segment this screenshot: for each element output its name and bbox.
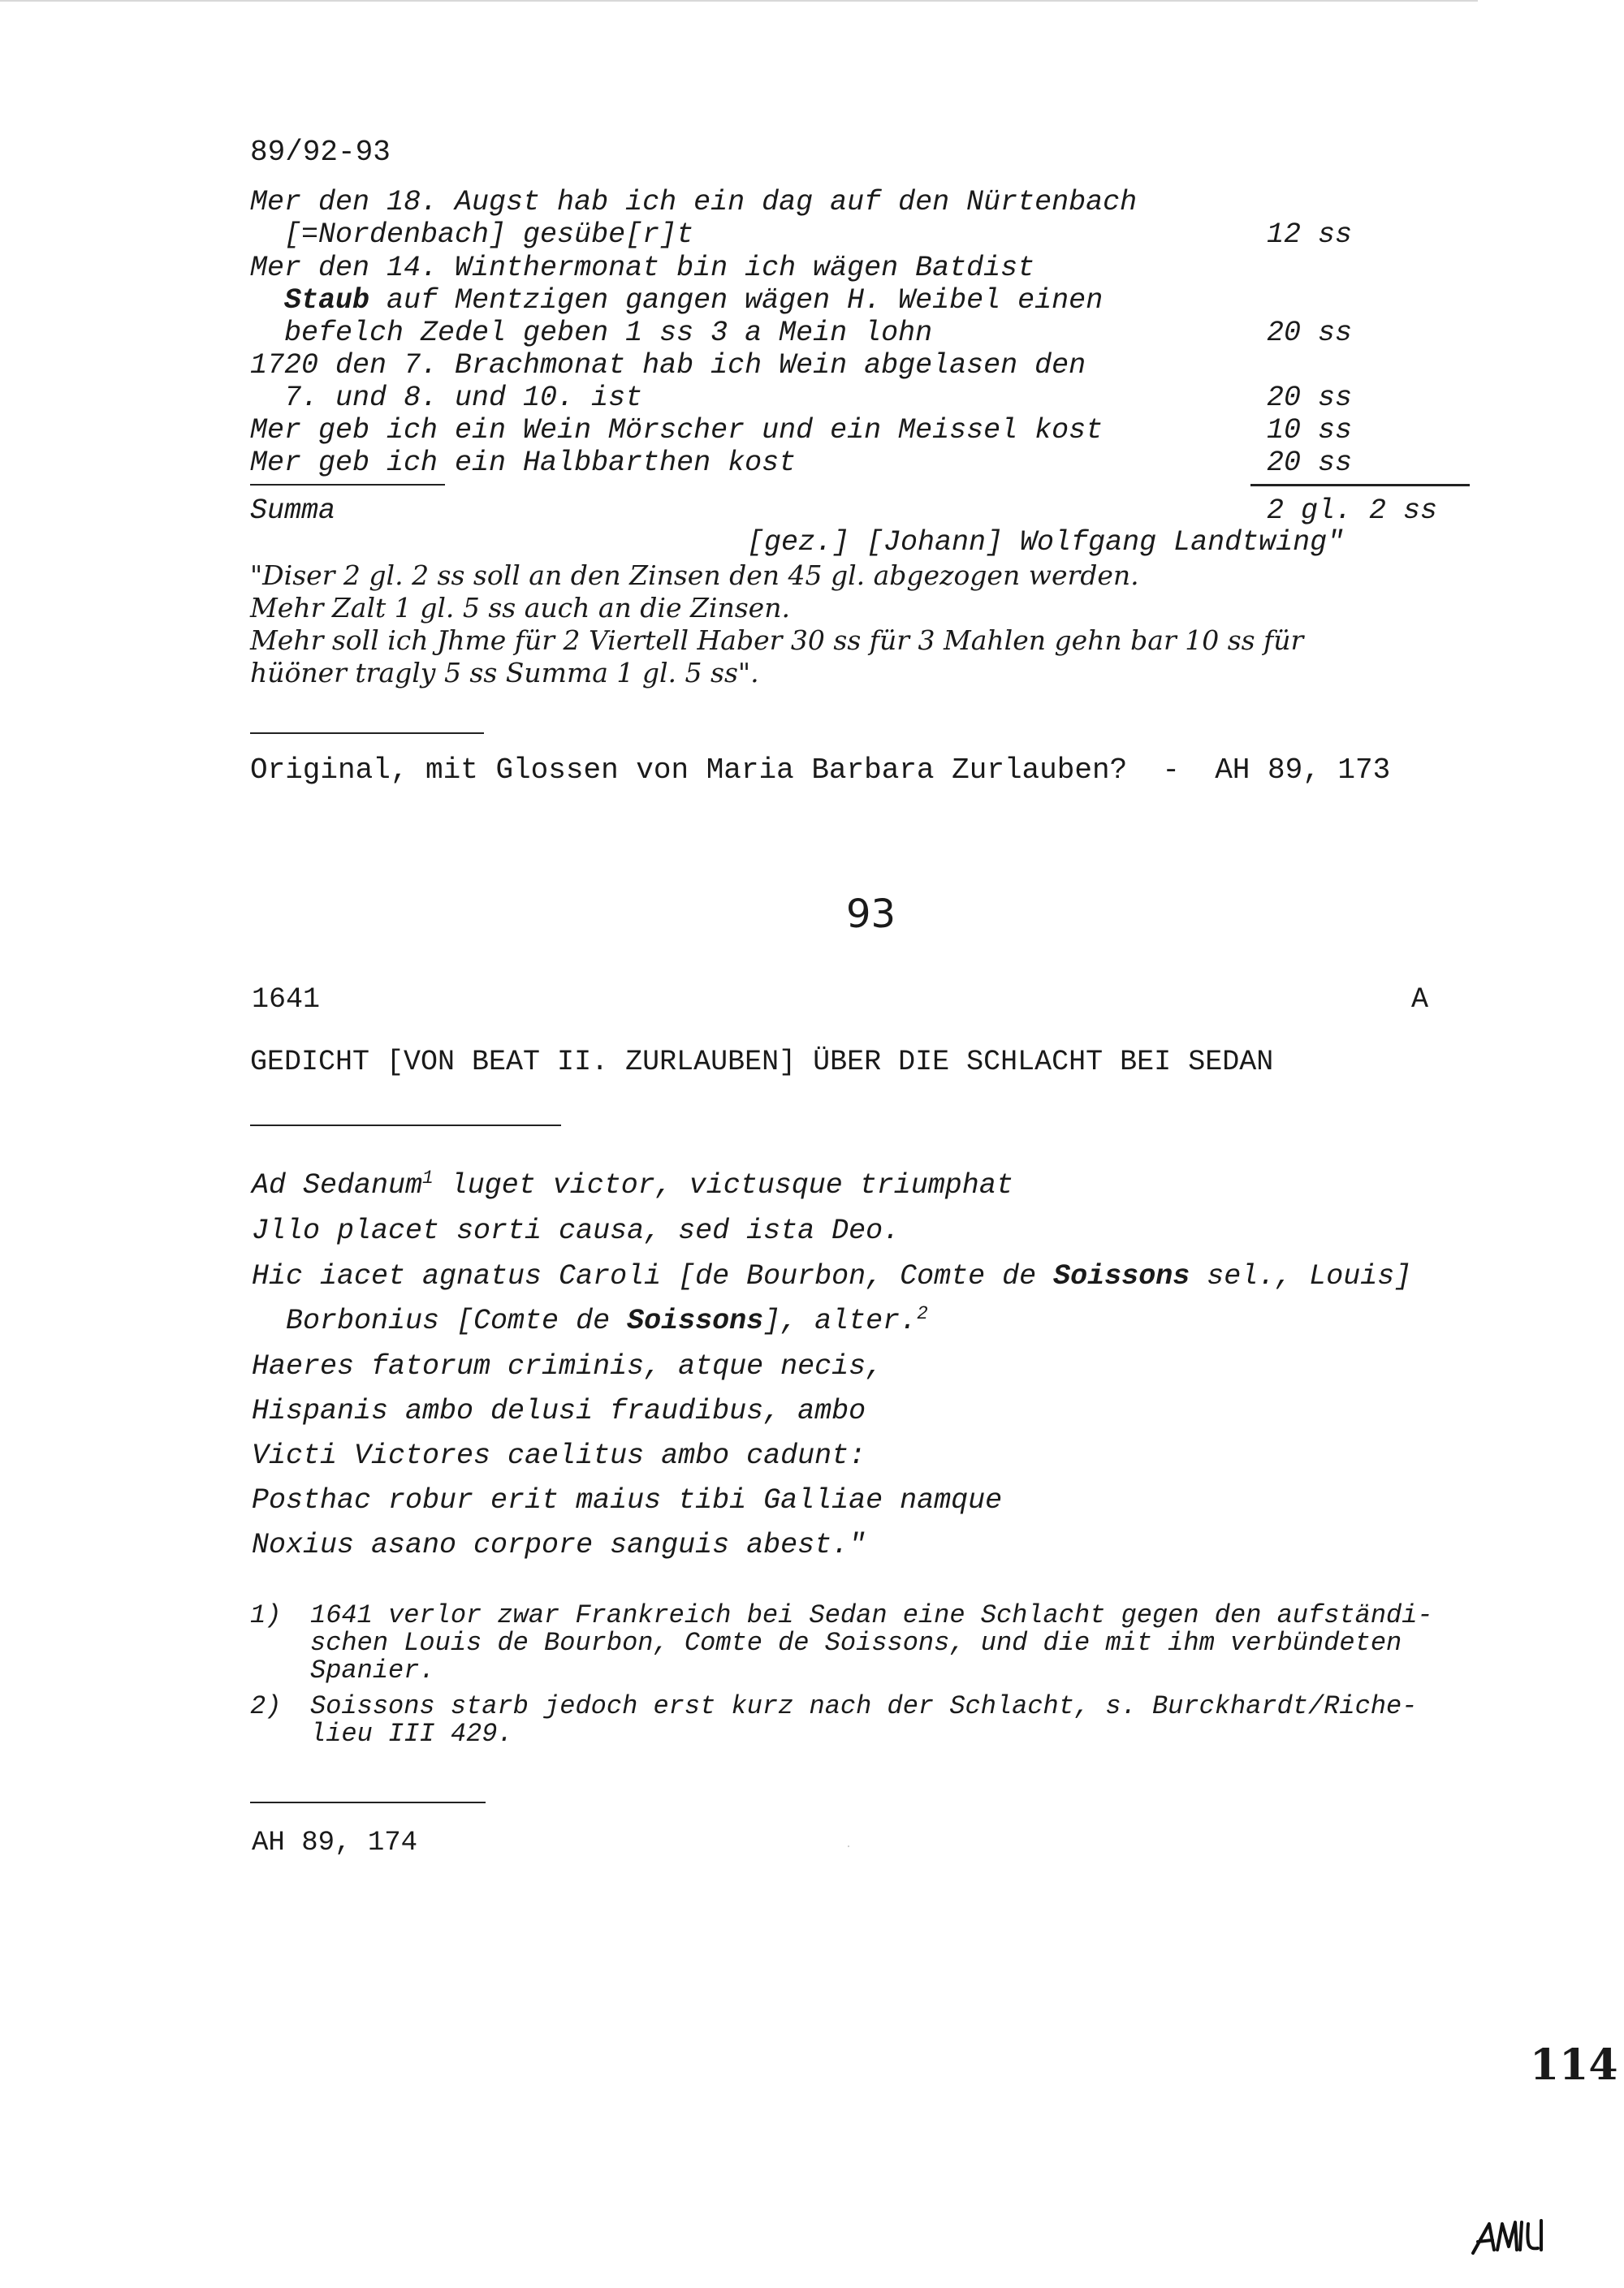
document-marker: A [1411,983,1429,1016]
poem-line [252,1167,1013,1202]
scan-edge [0,0,1478,2]
page-number: 114 [1530,2040,1618,2090]
account-line: 7. und 8. und 10. ist [250,382,643,414]
account-amount: 20 ss [1267,382,1353,414]
account-line: 1720 den 7. Brachmonat hab ich Wein abgelasen den [250,349,1086,382]
footnote-line: Spanier. [310,1656,435,1686]
footnote-line: lieu III 429. [310,1719,513,1749]
source-note: Original, mit Glossen von Maria Barbara Zurlauben? - AH 89, 173 [250,753,1391,787]
gloss-line: Mehr soll ich Jhme für 2 Viertell Haber 30 ss für 3 Mahlen gehn bar 10 ss für [250,624,1304,656]
account-line [250,284,1104,317]
poem-line: Noxius asano corpore sanguis abest." [252,1529,866,1561]
document-heading: GEDICHT [VON BEAT II. ZURLAUBEN] ÜBER DIE SCHLACHT BEI SEDAN [250,1046,1274,1078]
poem-line: Victi Victores caelitus ambo cadunt: [252,1440,866,1472]
scan-speck [848,1846,849,1847]
source-rule [250,732,484,734]
account-line: Mer den 18. Augst hab ich ein dag auf den Nürtenbach [250,186,1138,218]
gloss-line: hüöner tragly 5 ss Summa 1 gl. 5 ss". [250,657,759,689]
sum-rule [1250,484,1470,486]
account-amount: 12 ss [1267,218,1353,251]
poem-text: Borbonius [Comte de [252,1305,628,1337]
summa-amount: 2 gl. 2 ss [1267,494,1438,527]
poem-text: Ad Sedanum [252,1169,423,1202]
account-line: [=Nordenbach] gesübe[r]t [250,218,694,251]
poem-text: ], alter. [763,1305,918,1337]
account-line: Mer geb ich ein Halbbarthen kost [250,447,797,479]
poem-text: luget victor, victusque triumphat [433,1169,1013,1202]
account-amount: 10 ss [1267,414,1353,447]
account-line: befelch Zedel geben 1 ss 3 a Mein lohn [250,317,933,349]
poem-line: Posthac robur erit maius tibi Galliae namque [252,1484,1003,1517]
account-line-indent [250,284,284,317]
handwritten-initials [1470,2212,1551,2261]
account-line-bold-name: Staub [284,284,370,317]
footnote-line: Soissons starb jedoch erst kurz nach der Schlacht, s. Burckhardt/Riche- [310,1691,1418,1721]
source-rule [250,1802,486,1803]
footnote-ref: 1 [422,1167,434,1189]
heading-rule [250,1125,561,1126]
poem-line: Jllo placet sorti causa, sed ista Deo. [252,1215,901,1247]
poem-line: Haeres fatorum criminis, atque necis, [252,1350,883,1383]
account-amount: 20 ss [1267,317,1353,349]
footnote-mark: 2) [250,1691,282,1721]
account-amount: 20 ss [1267,447,1353,479]
line-underline [250,484,445,486]
footnote-ref: 2 [917,1302,928,1324]
source-note: AH 89, 174 [252,1828,418,1858]
document-number: 93 [846,891,896,937]
account-line-rest: auf Mentzigen gangen wägen H. Weibel einen [369,284,1104,317]
document-reference: 89/92-93 [250,136,391,169]
poem-line: Hispanis ambo delusi fraudibus, ambo [252,1395,866,1427]
footnote-line: 1641 verlor zwar Frankreich bei Sedan eine Schlacht gegen den aufständi- [310,1600,1433,1630]
footnote-mark: 1) [250,1600,282,1630]
account-line: Mer geb ich ein Wein Mörscher und ein Meissel kost [250,414,1104,447]
poem-bold-name: Soissons [627,1305,764,1337]
footnote-line: schen Louis de Bourbon, Comte de Soissons, und die mit ihm verbündeten [310,1628,1402,1658]
gloss-line: "Diser 2 gl. 2 ss soll an den Zinsen den 45 gl. abgezogen werden. [250,559,1139,591]
poem-line [252,1260,1412,1293]
poem-text: Hic iacet agnatus Caroli [de Bourbon, Comte de [252,1260,1054,1293]
poem-line [252,1302,928,1337]
poem-text: sel., Louis] [1190,1260,1412,1293]
poem-bold-name: Soissons [1053,1260,1190,1293]
summa-label: Summa [250,494,336,527]
document-year: 1641 [252,983,321,1016]
signature: [gez.] [Johann] Wolfgang Landtwing" [747,526,1345,559]
gloss-line: Mehr Zalt 1 gl. 5 ss auch an die Zinsen. [250,592,790,624]
account-line: Mer den 14. Winthermonat bin ich wägen Batdist [250,252,1035,284]
